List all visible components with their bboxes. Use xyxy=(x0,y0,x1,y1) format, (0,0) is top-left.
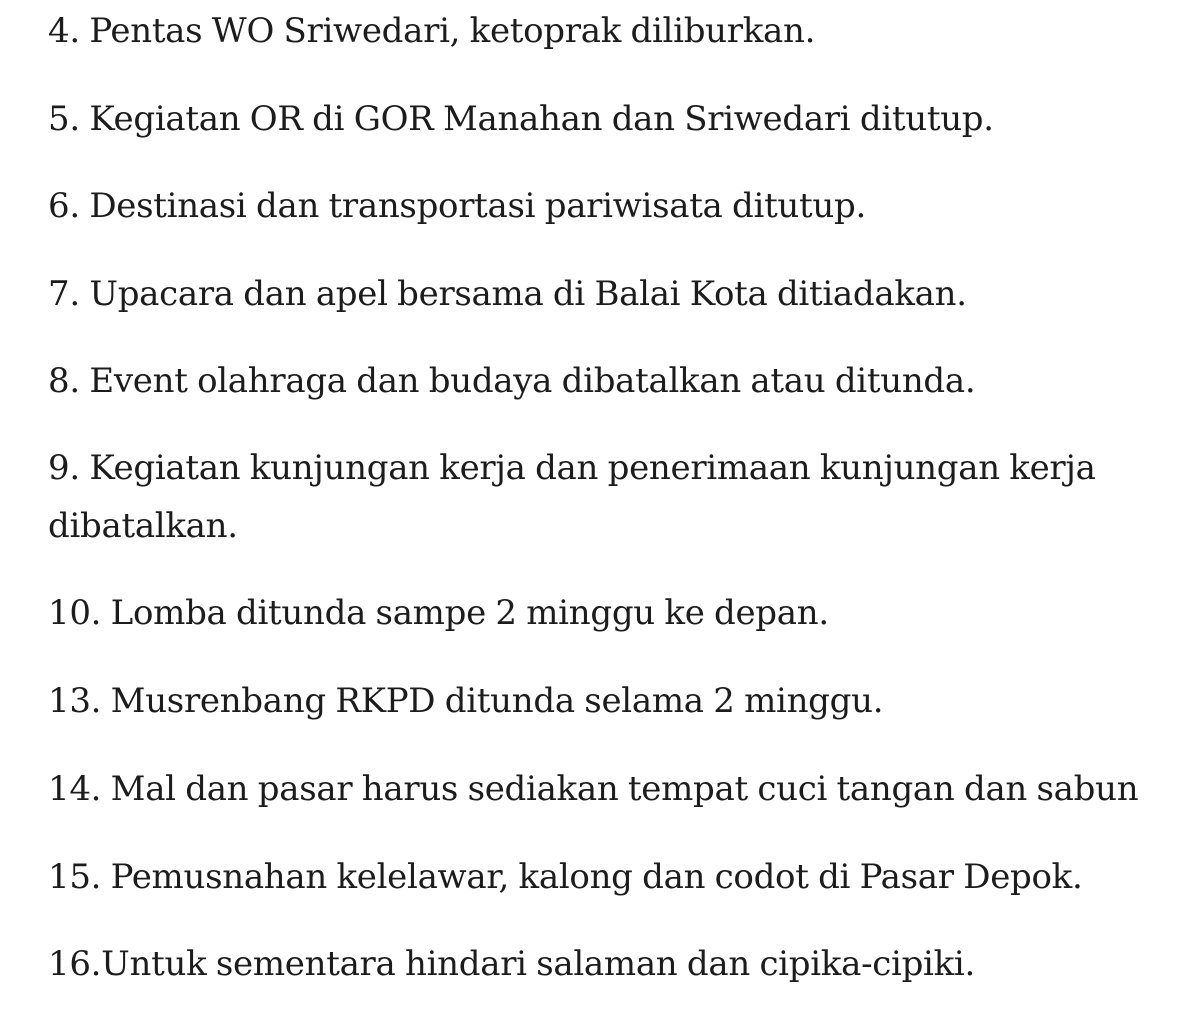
list-item: 7. Upacara dan apel bersama di Balai Kota ditiadakan. xyxy=(48,274,967,314)
list-item: 16.Untuk sementara hindari salaman dan cipika-cipiki. xyxy=(48,944,976,984)
list-item: 5. Kegiatan OR di GOR Manahan dan Sriwedari ditutup. xyxy=(48,99,994,139)
list-item: 4. Pentas WO Sriwedari, ketoprak diliburkan. xyxy=(48,11,816,51)
list-item: 9. Kegiatan kunjungan kerja dan penerimaan kunjungan kerja dibatalkan. xyxy=(48,448,1096,546)
list-item: 10. Lomba ditunda sampe 2 minggu ke depan. xyxy=(48,593,829,633)
list-item: 13. Musrenbang RKPD ditunda selama 2 minggu. xyxy=(48,681,884,721)
list-item: 14. Mal dan pasar harus sediakan tempat cuci tangan dan sabun xyxy=(48,769,1139,809)
list-item: 6. Destinasi dan transportasi pariwisata ditutup. xyxy=(48,186,866,226)
list-item: 15. Pemusnahan kelelawar, kalong dan codot di Pasar Depok. xyxy=(48,857,1083,897)
list-item: 8. Event olahraga dan budaya dibatalkan atau ditunda. xyxy=(48,361,976,401)
